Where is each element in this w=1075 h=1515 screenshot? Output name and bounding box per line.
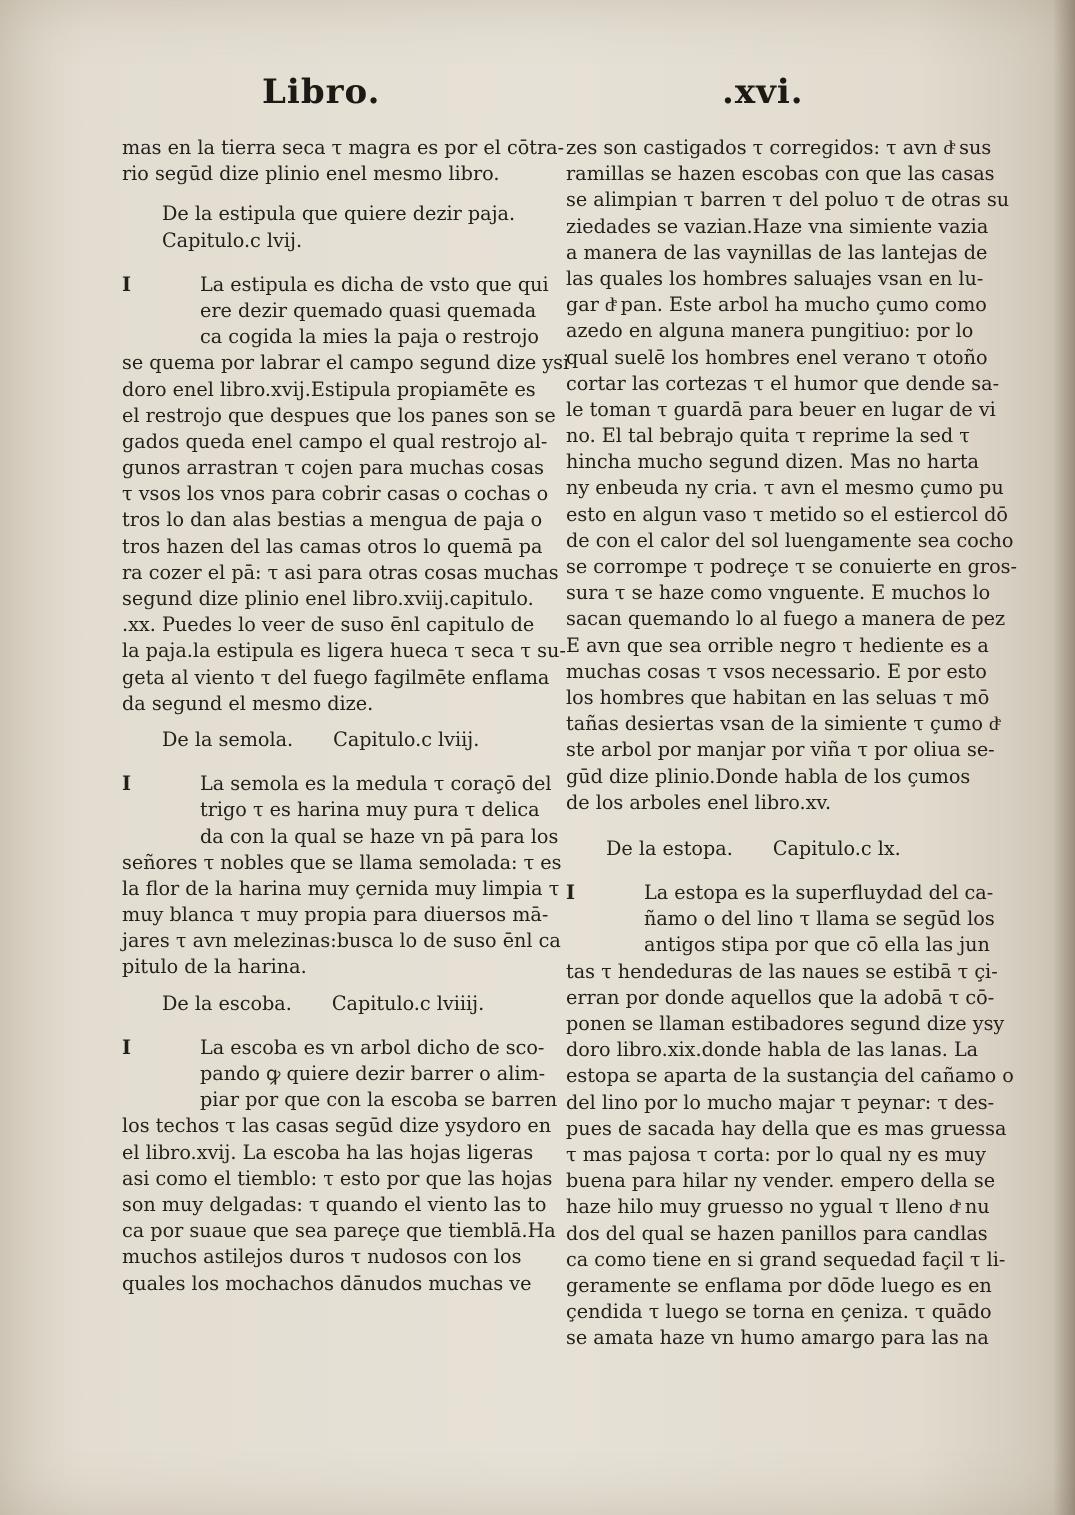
text-line: pues de sacada hay della que es mas gruessa — [566, 1116, 1007, 1140]
text-line: la paja.la estipula es ligera hueca τ seca τ su- — [122, 639, 566, 663]
guide-letter: I — [566, 881, 575, 905]
text-line: muchos astilejos duros τ nudosos con los — [122, 1245, 522, 1269]
text-line: çendida τ luego se torna en çeniza. τ quādo — [566, 1300, 992, 1324]
text-line: ca como tiene en si grand sequedad façil τ li- — [566, 1247, 1006, 1271]
text-line: de con el calor del sol luengamente sea cocho — [566, 528, 1014, 552]
text-line: se alimpian τ barren τ del poluo τ de otras su — [566, 188, 1010, 212]
chapter-title: De la estopa. — [606, 836, 733, 860]
text-line: tañas desiertas vsan de la simiente τ çumo dͤ — [566, 712, 999, 736]
text-line: da segund el mesmo dize. — [122, 691, 374, 715]
text-line: tas τ hendeduras de las naues se estibā τ çi- — [566, 959, 998, 983]
text-line: La estopa es la superfluydad del ca- — [644, 881, 994, 905]
chapter-title: De la semola. — [162, 727, 294, 751]
text-line: ñamo o del lino τ llama se segūd los — [644, 907, 995, 931]
text-line: La semola es la medula τ coraçō del — [200, 772, 552, 796]
text-line: gunos arrastran τ cojen para muchas cosas — [122, 456, 545, 480]
text-line: τ vsos los vnos para cobrir casas o cochas o — [122, 482, 549, 506]
text-line: antigos stipa por que cō ella las jun — [644, 933, 990, 957]
guide-letter: I — [122, 1035, 131, 1059]
text-line: geramente se enflama por dōde luego es en — [566, 1273, 992, 1297]
text-line: del lino por lo mucho majar τ peynar: τ des- — [566, 1090, 995, 1114]
text-line: piar por que con la escoba se barren — [200, 1088, 558, 1112]
chapter-title: De la escoba. — [162, 991, 292, 1015]
left-text-column — [122, 135, 570, 1297]
text-line: ra cozer el pā: τ asi para otras cosas muchas — [122, 560, 559, 584]
text-line: τ mas pajosa τ corta: por lo qual ny es muy — [566, 1142, 986, 1166]
text-line: se amata haze vn humo amargo para las na — [566, 1326, 989, 1350]
chapter-heading — [566, 836, 952, 862]
chapter-heading — [122, 991, 508, 1017]
text-line: esto en algun vaso τ metido so el estiercol dō — [566, 502, 1008, 526]
text-line: gūd dize plinio.Donde habla de los çumos — [566, 764, 971, 788]
paragraph-gap — [122, 254, 508, 272]
text-line: ca por suaue que sea pareçe que tiemblā.Ha — [122, 1219, 556, 1243]
running-head-left: Libro. — [262, 72, 381, 112]
text-line: se quema por labrar el campo segund dize ysi — [122, 351, 570, 375]
text-line: pitulo de la harina. — [122, 955, 307, 979]
text-line: son muy delgadas: τ quando el viento las to — [122, 1192, 547, 1216]
chapter-number: Capitulo.c lviiij. — [331, 991, 485, 1015]
running-head-right: .xvi. — [722, 72, 804, 112]
text-line: ca cogida la mies la paja o restrojo — [200, 325, 539, 349]
text-line: tros hazen del las camas otros lo quemā pa — [122, 534, 543, 558]
guide-letter: I — [122, 272, 131, 296]
paragraph-first-line — [122, 771, 552, 797]
text-line: trigo τ es harina muy pura τ delica — [200, 798, 540, 822]
text-line: cortar las cortezas τ el humor que dende sa- — [566, 371, 1000, 395]
text-line: buena para hilar ny vender. empero della se — [566, 1169, 996, 1193]
paragraph-gap — [122, 1017, 508, 1035]
text-line: sacan quemando lo al fuego a manera de pez — [566, 607, 1006, 631]
text-line: dos del qual se hazen panillos para candlas — [566, 1221, 988, 1245]
text-line: doro libro.xix.donde habla de las lanas. La — [566, 1038, 979, 1062]
text-line: jares τ avn melezinas:busca lo de suso ēnl ca — [122, 929, 561, 953]
text-line: geta al viento τ del fuego fagilmēte enflama — [122, 665, 550, 689]
text-line: sura τ se haze como vnguente. E muchos lo — [566, 581, 991, 605]
paragraph-first-line — [566, 880, 994, 906]
text-line: La escoba es vn arbol dicho de sco- — [200, 1035, 545, 1059]
text-line: ere dezir quemado quasi quemada — [200, 298, 537, 322]
text-line: los hombres que habitan en las seluas τ mō — [566, 685, 990, 709]
paragraph-first-line — [122, 272, 549, 298]
text-line: el libro.xvij. La escoba ha las hojas ligeras — [122, 1140, 534, 1164]
text-line: da con la qual se haze vn pā para los — [200, 824, 559, 848]
paragraph-first-line — [122, 1035, 545, 1061]
text-line: qual suelē los hombres enel verano τ otoño — [566, 345, 988, 369]
paragraph-gap — [122, 753, 508, 771]
guide-letter: I — [122, 772, 131, 796]
text-line: quales los mochachos dānudos muchas ve — [122, 1271, 532, 1295]
right-text-column — [566, 135, 1017, 1351]
chapter-number: Capitulo.c lviij. — [333, 727, 480, 751]
text-line: pando ꝙ quiere dezir barrer o alim- — [200, 1062, 546, 1085]
text-line: asi como el tiemblo: τ esto por que las hojas — [122, 1166, 553, 1190]
text-line: doro enel libro.xvij.Estipula propiamēte es — [122, 377, 536, 401]
text-line: azedo en alguna manera pungitiuo: por lo — [566, 319, 974, 343]
text-line: E avn que sea orrible negro τ hediente es a — [566, 633, 989, 657]
text-line: mas en la tierra seca τ magra es por el cōtra- — [122, 136, 565, 159]
chapter-heading — [122, 727, 508, 753]
text-line: señores τ nobles que se llama semolada: τ es — [122, 850, 562, 874]
text-line: zes son castigados τ corregidos: τ avn dͤ sus — [566, 136, 992, 159]
text-line: muy blanca τ muy propia para diuersos mā- — [122, 903, 549, 927]
text-line: .xx. Puedes lo veer de suso ēnl capitulo de — [122, 613, 535, 637]
text-line: tros lo dan alas bestias a mengua de paja o — [122, 508, 543, 532]
text-line: gar dͤ pan. Este arbol ha mucho çumo como — [566, 293, 987, 317]
text-line: de los arboles enel libro.xv. — [566, 790, 832, 814]
paragraph-gap — [566, 862, 952, 880]
text-line: haze hilo muy gruesso no ygual τ lleno dͤ nu — [566, 1195, 990, 1219]
text-line: no. El tal bebrajo quita τ reprime la sed τ — [566, 424, 970, 448]
chapter-title: De la estipula que quiere dezir paja. — [162, 202, 516, 226]
text-line: ramillas se hazen escobas con que las casas — [566, 162, 995, 186]
chapter-heading — [122, 201, 516, 227]
text-line: La estipula es dicha de vsto que qui — [200, 272, 549, 296]
text-line: erran por donde aquellos que la adobā τ cō- — [566, 985, 995, 1009]
text-line: a manera de las vaynillas de las lantejas de — [566, 240, 988, 264]
text-line: muchas cosas τ vsos necessario. E por esto — [566, 659, 987, 683]
text-line: las quales los hombres saluajes vsan en lu- — [566, 266, 984, 290]
text-line: gados queda enel campo el qual restrojo al- — [122, 429, 548, 453]
text-line: ste arbol por manjar por viña τ por oliua se- — [566, 738, 995, 762]
text-line: ziedades se vazian.Haze vna simiente vazia — [566, 214, 989, 238]
chapter-number: Capitulo.c lx. — [772, 836, 901, 860]
text-line: estopa se aparta de la sustançia del cañamo o — [566, 1064, 1014, 1088]
text-line: segund dize plinio enel libro.xviij.capitulo. — [122, 587, 534, 610]
text-line: rio segūd dize plinio enel mesmo libro. — [122, 162, 500, 186]
text-line: el restrojo que despues que los panes son se — [122, 403, 556, 427]
paragraph-gap — [566, 816, 952, 826]
text-line: ny enbeuda ny cria. τ avn el mesmo çumo pu — [566, 476, 1004, 500]
text-line: hincha mucho segund dizen. Mas no harta — [566, 450, 979, 474]
text-line: se corrompe τ podreçe τ se conuierte en gros- — [566, 555, 1017, 578]
text-line: la flor de la harina muy çernida muy limpia τ — [122, 876, 560, 900]
text-line: le toman τ guardā para beuer en lugar de vi — [566, 397, 996, 421]
text-line: ponen se llaman estibadores segund dize ysy — [566, 1012, 1005, 1035]
text-line: los techos τ las casas segūd dize ysydoro en — [122, 1114, 552, 1138]
chapter-number: Capitulo.c lvij. — [162, 228, 303, 252]
